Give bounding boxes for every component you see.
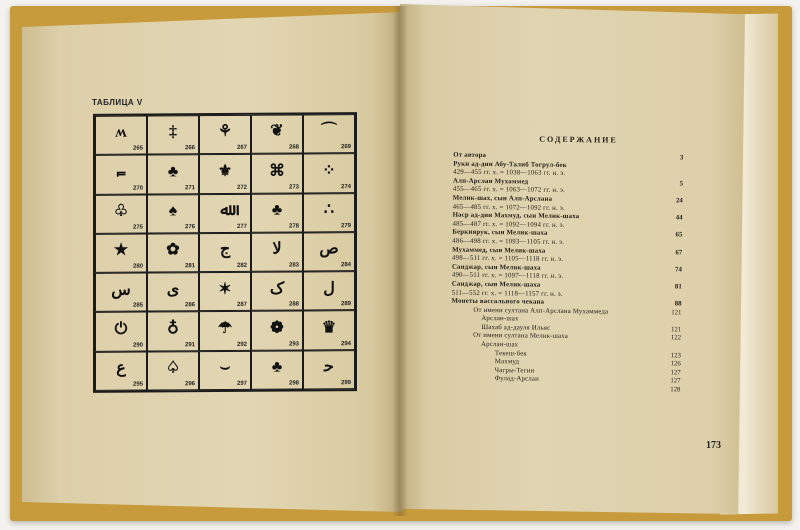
sign-glyph: ❁ (270, 319, 284, 337)
sign-number: 281 (184, 263, 195, 270)
toc-entry-title: Санджар, сын Мелик-шаха (451, 263, 541, 272)
sign-glyph: ☂ (217, 319, 233, 337)
sign-number: 273 (288, 184, 299, 191)
sign-number: 282 (236, 262, 247, 270)
toc-entry-page: 127 (670, 377, 681, 385)
sign-cell (251, 350, 303, 390)
toc-entry-title: Рукн ад-дин Абу-Талиб Тогрул-бек (453, 160, 567, 169)
sign-number: 295 (132, 381, 143, 388)
sign-cell (199, 272, 251, 312)
sign-glyph: ⌘ (269, 162, 285, 180)
sign-glyph: ⌣ (219, 359, 231, 377)
sign-cell (199, 233, 251, 273)
sign-glyph: ﷲ (220, 201, 230, 219)
toc-entry-title: Арслан-шах (480, 341, 519, 349)
sign-number: 265 (132, 145, 143, 152)
toc-entry-page: 81 (674, 283, 682, 291)
toc-entry-page: 88 (674, 300, 682, 308)
sign-cell (147, 312, 199, 352)
toc-entry-title: Махмуд (494, 358, 520, 366)
sign-cell (95, 273, 147, 313)
toc-entry-page: 128 (670, 386, 681, 394)
toc-entry-page: 126 (670, 360, 681, 368)
sign-number: 268 (288, 144, 299, 151)
sign-number: 293 (288, 341, 299, 348)
sign-glyph: ⚜ (217, 162, 233, 180)
toc-entry-title: 486—498 гг. х. = 1093—1105 гг. н. э. (452, 237, 565, 246)
toc-entry-page: 121 (671, 308, 682, 317)
toc-entry-title: Алп-Арслан Мухаммед (452, 177, 529, 186)
sign-number: 267 (236, 145, 247, 152)
sign-number: 270 (132, 185, 143, 192)
toc-entry-title: От имени султана Мелик-шаха (473, 332, 569, 341)
page-number: 173 (706, 440, 721, 451)
toc-entry-page: 44 (675, 214, 683, 222)
sign-cell (251, 154, 303, 194)
sign-number: 279 (340, 222, 351, 230)
sign-glyph: ﻻ (272, 240, 282, 258)
sign-cell (95, 155, 147, 195)
sign-cell (147, 272, 199, 312)
sign-cell (251, 232, 303, 272)
toc-entry-title: Наср ад-дин Махмуд, сын Мелик-шаха (452, 211, 580, 221)
sign-number: 274 (340, 183, 351, 190)
contents-title: СОДЕРЖАНИЕ (539, 134, 618, 145)
sign-glyph: ♣ (271, 358, 283, 376)
sign-glyph: ⏻ (114, 320, 128, 338)
sign-cell (303, 193, 355, 233)
sign-cell (199, 193, 251, 233)
sign-number: 286 (184, 302, 195, 309)
sign-number: 285 (132, 302, 143, 310)
sign-cell (147, 233, 199, 273)
sign-glyph: ∴ (323, 201, 335, 219)
sign-glyph: ‡ (169, 123, 177, 141)
sign-cell (147, 154, 199, 194)
sign-cell (303, 153, 355, 193)
sign-number: 290 (132, 342, 143, 349)
sign-glyph: ♧ (113, 202, 129, 220)
sign-glyph: ♣ (271, 201, 283, 219)
toc-entry-title: 485—487 гг. х. = 1092—1094 гг. н. э. (452, 220, 565, 229)
table-label: ТАБЛИЦА V (92, 98, 143, 107)
sign-glyph: ♁ (167, 320, 179, 338)
toc-entry-page: 74 (675, 266, 682, 274)
sign-number: 283 (288, 262, 299, 269)
sign-cell (147, 194, 199, 234)
sign-number: 271 (184, 184, 195, 191)
toc-entry-title: Шахаб ад-дауля Ильяс (481, 323, 551, 332)
sign-cell (251, 272, 303, 312)
sign-glyph: ⚘ (217, 123, 233, 141)
sign-number: 296 (184, 381, 195, 388)
toc-entry-title: От автора (453, 151, 487, 160)
toc-entry-title: Чагры-Тегин (494, 366, 535, 375)
sign-number: 289 (340, 301, 351, 308)
sign-cell (95, 312, 147, 352)
sign-number: 288 (288, 301, 299, 308)
sign-glyph: ⫭ (116, 163, 126, 181)
toc-entry-page: 122 (670, 334, 682, 342)
sign-cell (95, 116, 147, 156)
sign-cell (303, 232, 355, 272)
toc-entry-title: 498—511 гг. х. = 1105—1118 гг. н. э. (452, 254, 564, 264)
sign-glyph: ✶ (218, 280, 232, 298)
toc-entry-page: 121 (670, 326, 682, 334)
toc-entry-title: Мухаммед, сын Мелик-шаха (452, 246, 546, 255)
sign-glyph: س (111, 281, 131, 299)
sign-cell (251, 193, 303, 233)
sign-cell (251, 311, 303, 351)
sign-glyph: ى (166, 280, 180, 298)
sign-glyph: ♤ (165, 359, 181, 377)
toc-entry-title: 511—552 гг. х. = 1118—1157 гг. н. э. (451, 289, 563, 298)
sign-glyph: ★ (113, 241, 129, 260)
sign-number: 272 (236, 184, 247, 191)
toc-entry-page: 3 (679, 154, 684, 162)
sign-glyph: ♠ (168, 202, 178, 220)
sign-cell (251, 114, 303, 154)
sign-cell (147, 115, 199, 155)
sign-number: 299 (340, 380, 351, 387)
sign-glyph: ⌒ (320, 122, 338, 140)
toc-entry-title: 429—455 гг. х. = 1038—1063 гг. н. э. (453, 168, 566, 178)
sign-cell (303, 114, 355, 154)
sign-number: 297 (236, 380, 247, 387)
toc-entry-page: 24 (675, 197, 683, 205)
toc-entries (450, 152, 683, 395)
toc-entry-title: Текеш-бек (494, 349, 527, 358)
sign-glyph: ص (319, 240, 339, 258)
toc-entry-title: Фулад-Арслан (494, 375, 540, 384)
toc-entry-title: Беркиярук, сын Мелик-шаха (452, 228, 548, 238)
sign-cell (303, 350, 355, 390)
sign-glyph: ❦ (270, 122, 284, 141)
book-gutter (392, 6, 408, 516)
sign-glyph: ✿ (166, 241, 180, 259)
sign-number: 266 (184, 145, 195, 152)
sign-cell (147, 351, 199, 391)
toc-entry-title: Монеты вассального чекана (451, 297, 545, 306)
sign-number: 298 (288, 380, 299, 387)
sign-glyph: ع (116, 359, 126, 377)
sign-cell (95, 351, 147, 391)
toc-entry-title: 490—511 гг. х. = 1097—1118 гг. н. э. (451, 271, 564, 281)
sign-number: 284 (340, 262, 351, 269)
sign-cell (199, 115, 251, 155)
sign-glyph: ج (219, 241, 231, 259)
sign-cell (303, 311, 355, 351)
toc-entry-title: 455—465 гг. х. = 1063—1072 гг. н. э. (452, 185, 566, 195)
toc-entry-page: 65 (675, 231, 683, 239)
sign-cell (95, 194, 147, 234)
sign-table (93, 112, 357, 393)
sign-glyph: ʍ (115, 124, 127, 142)
sign-glyph: ♛ (321, 319, 337, 337)
sign-glyph: ♣ (167, 162, 179, 181)
sign-number: 294 (340, 340, 351, 347)
sign-number: 287 (236, 302, 247, 309)
sign-cell (303, 271, 355, 311)
sign-glyph: ﺣ (324, 358, 334, 376)
sign-number: 275 (132, 224, 143, 231)
sign-cell (199, 351, 251, 391)
toc-entry-page: 123 (670, 351, 681, 360)
sign-number: 276 (184, 224, 195, 231)
sign-number: 278 (288, 223, 299, 230)
toc-entry-title: Мелик-шах, сын Алп-Арслана (452, 194, 553, 203)
toc-entry-page: 67 (675, 248, 683, 256)
sign-cell (199, 311, 251, 351)
sign-number: 277 (236, 223, 247, 230)
sign-number: 291 (184, 341, 195, 348)
sign-number: 269 (340, 144, 351, 151)
sign-glyph: ﻝ (323, 279, 335, 297)
toc-entry-page: 5 (679, 180, 684, 188)
sign-glyph: ک (269, 280, 285, 298)
table-of-contents (450, 134, 683, 395)
sign-number: 292 (236, 341, 247, 348)
toc-entry-title: От имени султана Алп-Арслана Мухаммеда (473, 306, 609, 316)
toc-entry-title: Санджар, сын Мелик-шаха (451, 280, 541, 289)
sign-cell (199, 154, 251, 194)
sign-glyph: ⁘ (322, 161, 336, 179)
toc-entry-page: 127 (670, 369, 681, 377)
toc-entry-title: Арслан-шах (481, 315, 519, 323)
toc-entry-title: 465—485 гг. х. = 1072—1092 гг. н. э. (452, 203, 565, 212)
sign-cell (95, 233, 147, 273)
sign-number: 280 (132, 263, 143, 270)
